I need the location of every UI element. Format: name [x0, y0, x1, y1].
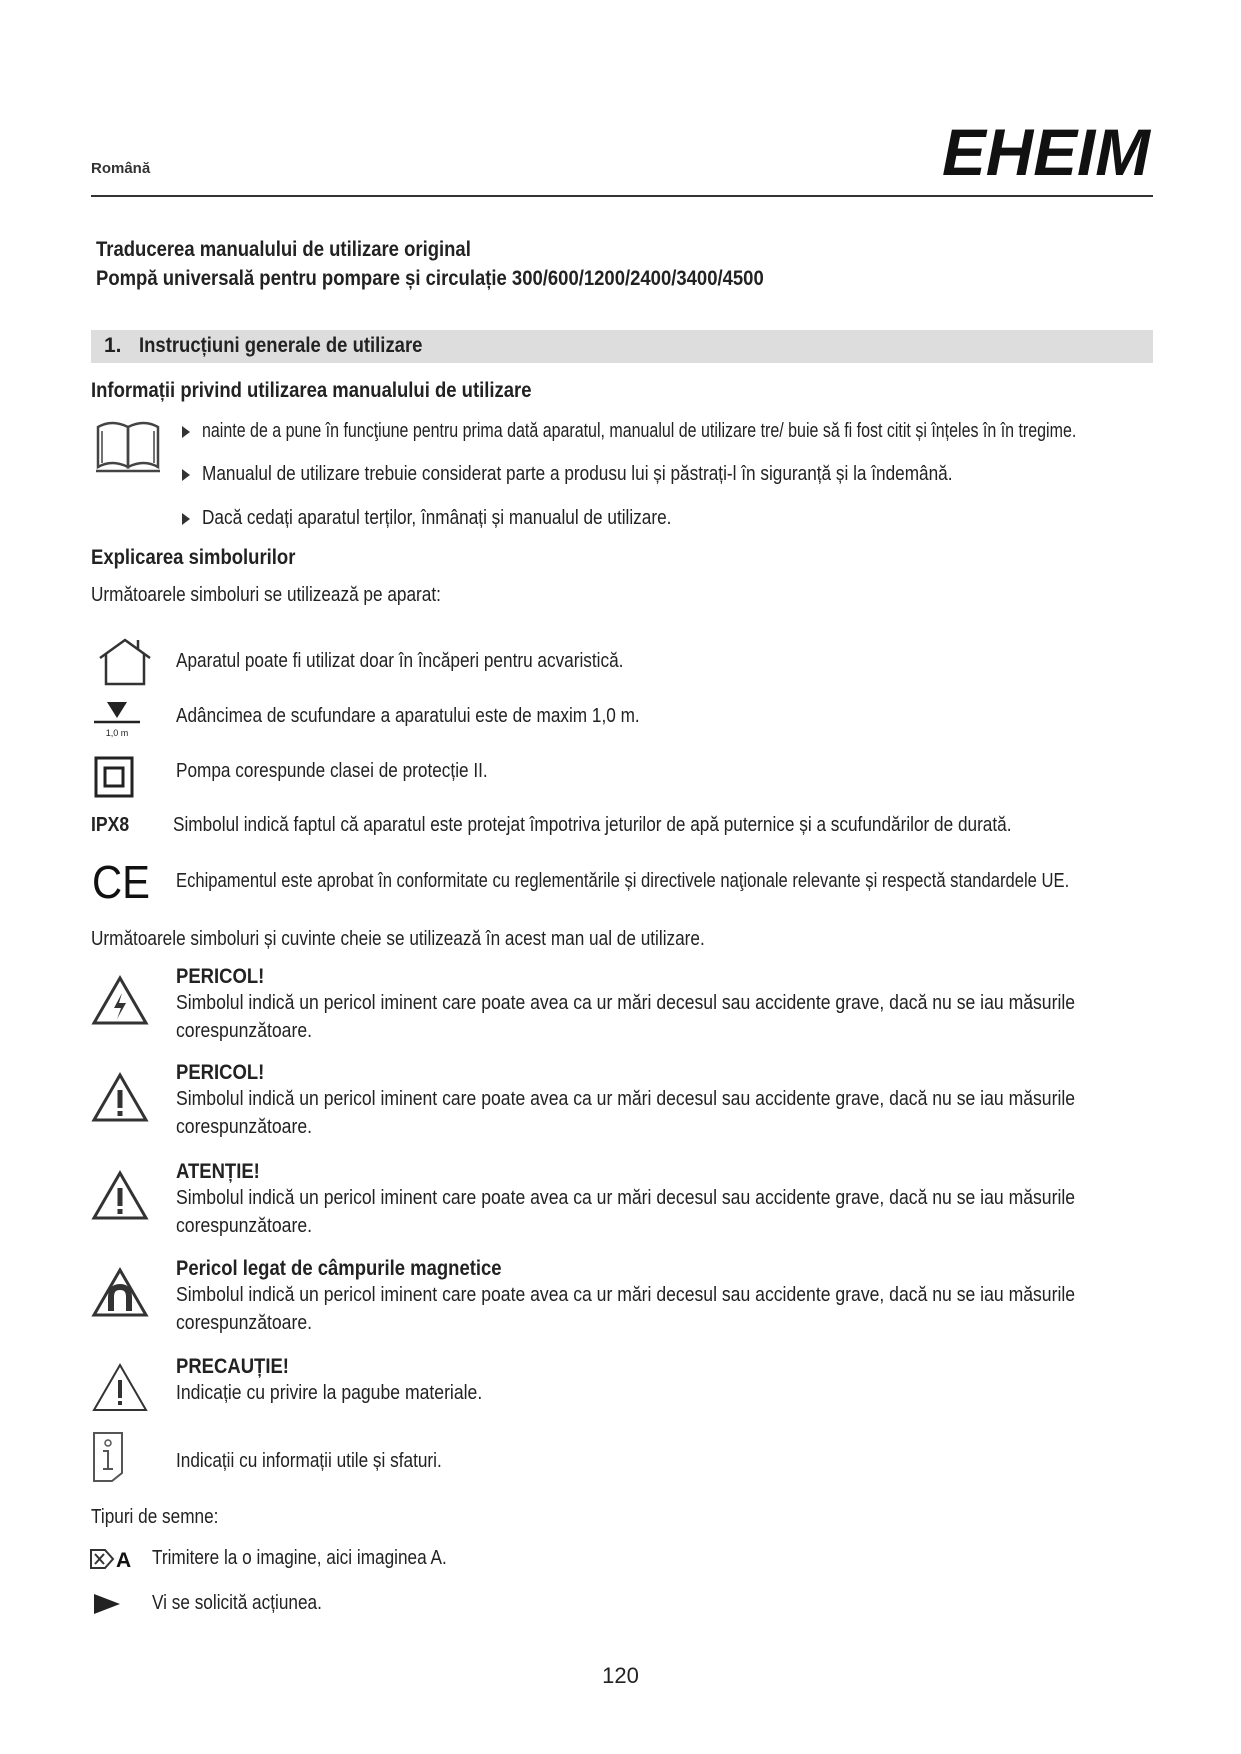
- section-heading-bar: [91, 330, 1153, 363]
- symbol-description: Aparatul poate fi utilizat doar în încăperi pentru acvaristică.: [176, 650, 624, 672]
- warning-title: PRECAUȚIE!: [176, 1355, 289, 1378]
- warning-text: Simbolul indică un pericol iminent care poate avea ca ur mări decesul sau accidente grave, dacă nu se iau măsurile corespunzătoare.: [176, 992, 1076, 1042]
- symbol-description: Pompa corespunde clasei de protecție II.: [176, 760, 488, 782]
- warning-text: Simbolul indică un pericol iminent care poate avea ca ur mări decesul sau accidente grave, dacă nu se iau măsurile corespunzătoare.: [176, 1284, 1076, 1334]
- language-label: Română: [91, 160, 151, 177]
- sign-types-heading: Tipuri de semne:: [91, 1506, 219, 1528]
- image-reference-icon: [89, 1546, 137, 1572]
- danger-icon: [91, 1072, 149, 1124]
- book-icon: [94, 417, 164, 475]
- depth-icon: [92, 700, 142, 740]
- page-number: 120: [602, 1663, 639, 1688]
- title-line-1: Traducerea manualului de utilizare original: [96, 238, 471, 261]
- section-title: Instrucțiuni generale de utilizare: [139, 334, 423, 357]
- bullet-text: nainte de a pune în funcţiune pentru prima dată aparatul, manualul de utilizare tre/ buie să fi fost citit și înțeles în în tregime.: [202, 420, 1077, 442]
- symbol-description: Echipamentul este aprobat în conformitate cu reglementările și directivele naţionale relevante și respectă standardele UE.: [176, 870, 1070, 892]
- info-icon: [90, 1431, 126, 1483]
- sign-description: Vi se solicită acțiunea.: [152, 1592, 322, 1614]
- symbol-description: Adâncimea de scufundare a aparatului este de maxim 1,0 m.: [176, 705, 640, 727]
- depth-label: 1,0 m: [105, 728, 129, 738]
- caution-icon: [91, 1362, 149, 1414]
- sign-description: Trimitere la o imagine, aici imaginea A.: [152, 1547, 447, 1569]
- attention-icon: [91, 1170, 149, 1222]
- house-icon: [96, 636, 154, 686]
- warning-block: [176, 965, 1176, 1045]
- protection-class-icon: [94, 756, 134, 798]
- logo-text: EHEIM: [942, 123, 1152, 183]
- image-reference-label: A: [116, 1549, 132, 1572]
- warning-title: PERICOL!: [176, 1061, 265, 1084]
- document-title: [96, 235, 855, 293]
- warning-title: Pericol legat de câmpurile magnetice: [176, 1257, 502, 1280]
- manual-symbols-intro: Următoarele simboluri și cuvinte cheie se utilizează în acest man ual de utilizare.: [91, 928, 705, 950]
- electric-hazard-icon: [91, 975, 149, 1027]
- manual-info-heading: Informații privind utilizarea manualului de utilizare: [91, 379, 532, 402]
- header-divider: [91, 195, 1153, 197]
- symbols-intro: Următoarele simboluri se utilizează pe aparat:: [91, 584, 441, 606]
- title-line-2: Pompă universală pentru pompare și circulație 300/600/1200/2400/3400/4500: [96, 267, 764, 290]
- symbol-description: Simbolul indică faptul că aparatul este protejat împotriva jeturilor de apă puternice și a scufundărilor de durată.: [173, 814, 1012, 836]
- warning-title: ATENȚIE!: [176, 1160, 260, 1183]
- ce-mark-icon: [92, 858, 152, 902]
- info-description: Indicații cu informații utile și sfaturi.: [176, 1450, 442, 1472]
- bullet-arrow-icon: [182, 513, 190, 525]
- warning-text: Simbolul indică un pericol iminent care poate avea ca ur mări decesul sau accidente grave, dacă nu se iau măsurile corespunzătoare.: [176, 1088, 1076, 1138]
- warning-text: Simbolul indică un pericol iminent care poate avea ca ur mări decesul sau accidente grave, dacă nu se iau măsurile corespunzătoare.: [176, 1187, 1076, 1237]
- bullet-text: Manualul de utilizare trebuie considerat parte a produsu lui și păstrați-l în siguranță și la îndemână.: [202, 463, 953, 485]
- eheim-logo: [940, 123, 1152, 183]
- warning-text: Indicație cu privire la pagube materiale.: [176, 1382, 483, 1404]
- magnetic-hazard-icon: [91, 1267, 149, 1319]
- bullet-arrow-icon: [182, 426, 190, 438]
- ce-mark-text: CE: [92, 858, 150, 902]
- warning-block: [176, 1355, 1176, 1407]
- bullet-arrow-icon: [182, 469, 190, 481]
- warning-block: [176, 1160, 1176, 1240]
- warning-block: [176, 1257, 1176, 1337]
- action-arrow-icon: [92, 1592, 122, 1616]
- symbols-heading: Explicarea simbolurilor: [91, 546, 296, 569]
- warning-title: PERICOL!: [176, 965, 265, 988]
- bullet-text: Dacă cedați aparatul terților, înmânați și manualul de utilizare.: [202, 507, 672, 529]
- ipx8-label: IPX8: [91, 814, 130, 836]
- section-number: 1.: [104, 334, 122, 357]
- warning-block: [176, 1061, 1176, 1141]
